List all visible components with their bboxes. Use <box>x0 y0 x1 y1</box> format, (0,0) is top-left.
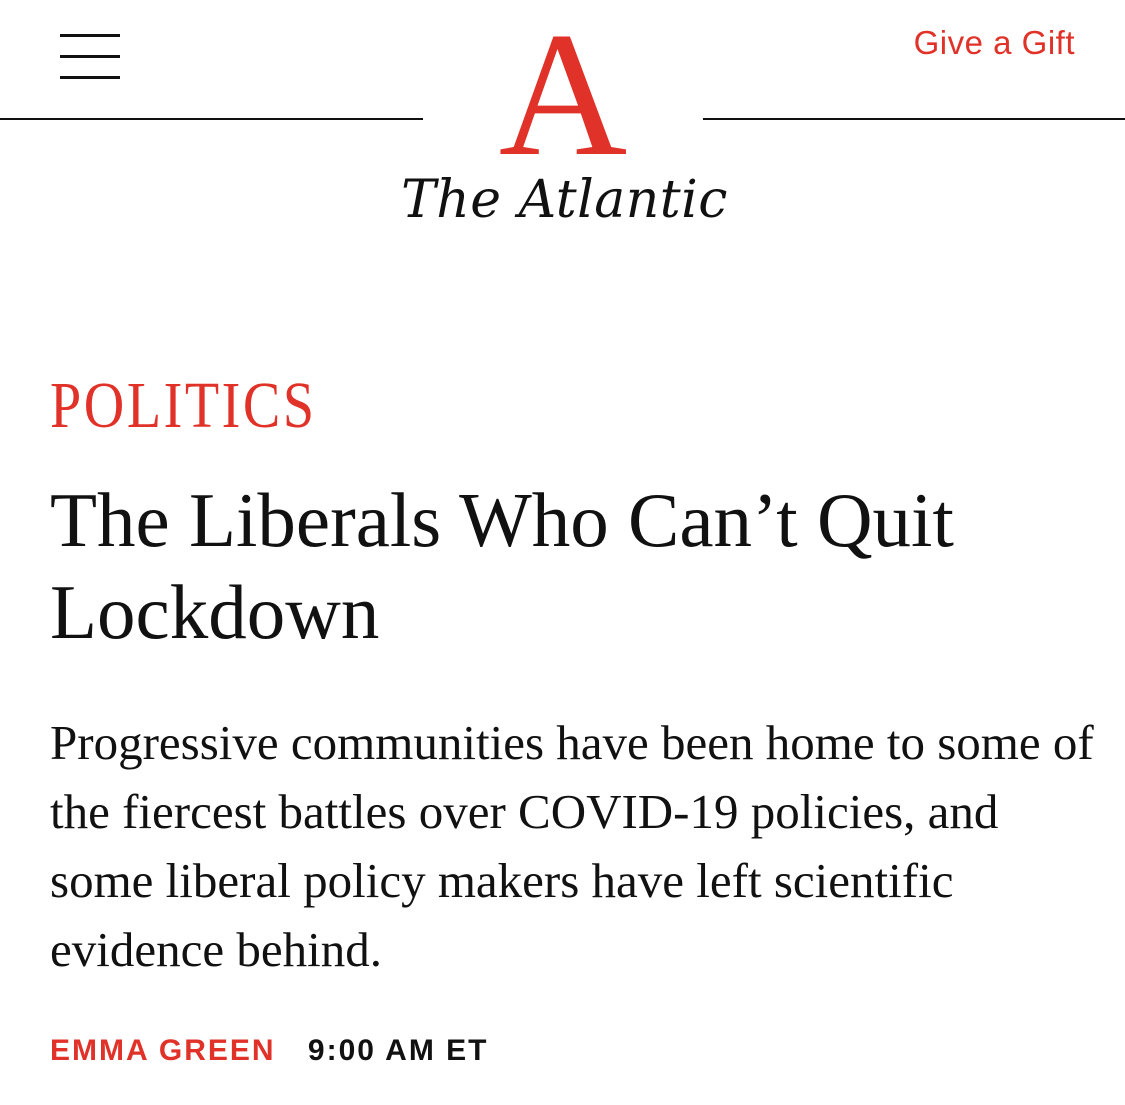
header-divider-right <box>703 118 1125 120</box>
atlantic-logo-a[interactable] <box>498 0 628 193</box>
byline <box>50 1034 489 1068</box>
article-headline: The Liberals Who Can’t Quit Lockdown <box>50 477 954 655</box>
author-name[interactable]: EMMA GREEN <box>50 1034 276 1067</box>
section-label-politics[interactable]: POLITICS <box>50 369 317 442</box>
atlantic-wordmark[interactable]: The Atlantic <box>401 170 728 230</box>
atlantic-logo-letter: A <box>498 0 628 193</box>
header-divider-left <box>0 118 423 120</box>
give-a-gift-link[interactable]: Give a Gift <box>913 24 1075 61</box>
menu-button[interactable] <box>60 34 120 82</box>
hamburger-menu-icon-bar <box>60 76 120 79</box>
hamburger-menu-icon <box>60 34 120 37</box>
hamburger-menu-icon-bar <box>60 55 120 58</box>
publish-time: 9:00 AM ET <box>307 1034 489 1067</box>
article-dek: Progressive communities have been home to some of the fiercest battles over COVID-19 policies, and some liberal policy makers have left scientific evidence behind. <box>50 715 1094 977</box>
